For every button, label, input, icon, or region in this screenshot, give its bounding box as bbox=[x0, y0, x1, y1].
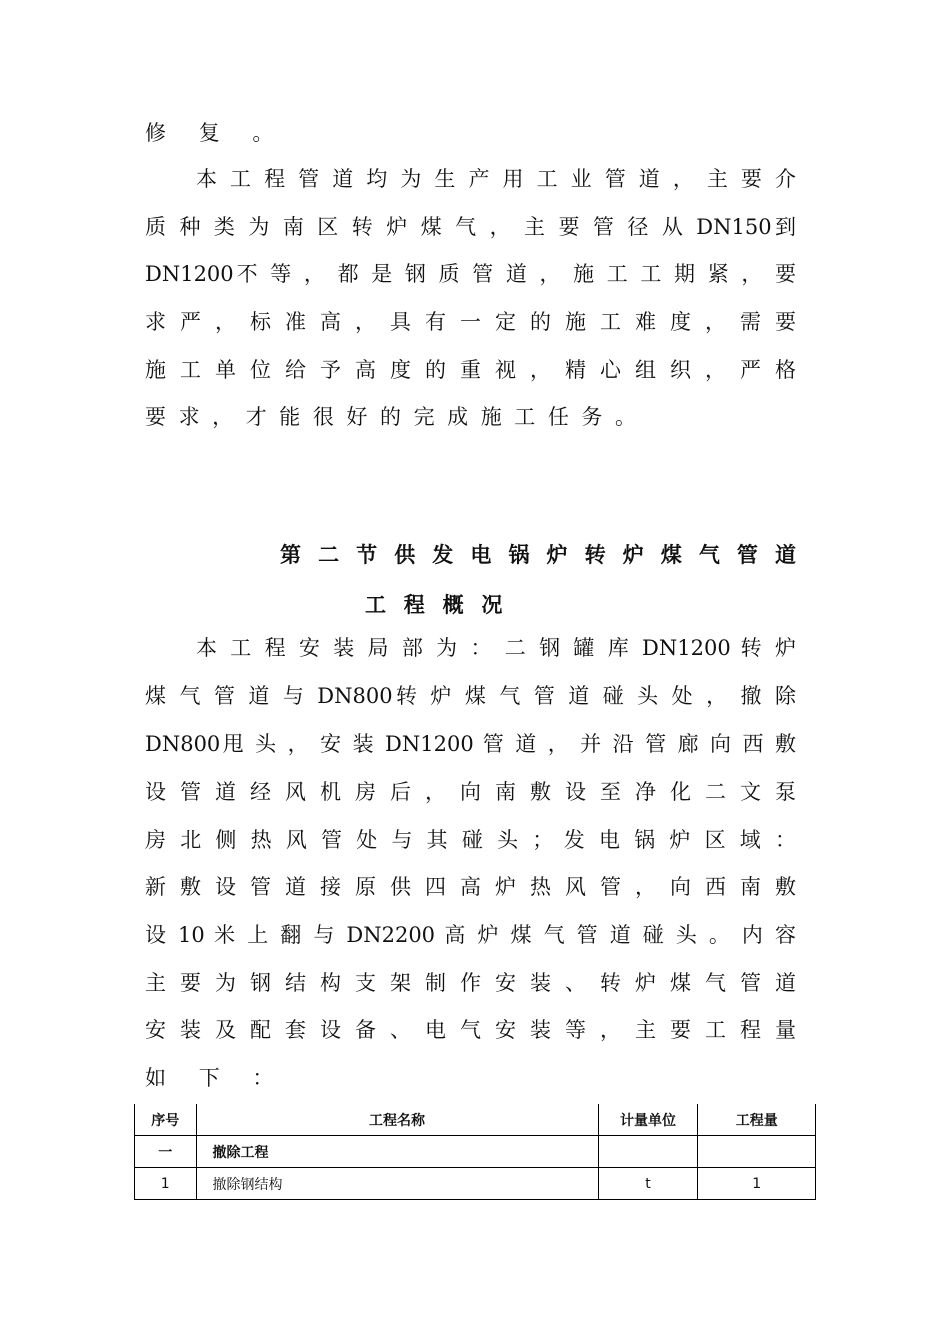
cell-name: 撤除钢结构 bbox=[196, 1168, 598, 1200]
text-line: 质 种 类 为 南 区 转 炉 煤 气 ， 主 要 管 径 从 DN150到 bbox=[145, 215, 796, 239]
header-name: 工程名称 bbox=[196, 1104, 598, 1136]
cell-quantity bbox=[698, 1136, 816, 1168]
text-line: DN1200不 等 ， 都 是 钢 质 管 道 ， 施 工 工 期 紧 ， 要 bbox=[145, 262, 796, 286]
cell-index: 1 bbox=[135, 1168, 197, 1200]
text-line: 设 管 道 经 风 机 房 后 ， 向 南 敷 设 至 净 化 二 文 泵 bbox=[145, 780, 796, 804]
text-line: 煤 气 管 道 与 DN800转 炉 煤 气 管 道 碰 头 处 ， 撤 除 bbox=[145, 684, 796, 708]
cell-quantity: 1 bbox=[698, 1168, 816, 1200]
text-line: 修 复 。 bbox=[145, 121, 287, 145]
text-line: DN800甩 头 ， 安 装 DN1200 管 道 ， 并 沿 管 廊 向 西 敷 bbox=[145, 732, 796, 756]
text-line: 安 装 及 配 套 设 备 、 电 气 安 装 等 ， 主 要 工 程 量 bbox=[145, 1018, 796, 1042]
section-subtitle: 工 程 概 况 bbox=[365, 592, 508, 617]
header-quantity: 工程量 bbox=[698, 1104, 816, 1136]
cell-unit: t bbox=[598, 1168, 698, 1200]
text-line: 本 工 程 安 装 局 部 为 ： 二 钢 罐 库 DN1200 转 炉 bbox=[196, 636, 796, 660]
text-line: 求 严 ， 标 准 高 ， 具 有 一 定 的 施 工 难 度 ， 需 要 bbox=[145, 310, 796, 334]
cell-index: 一 bbox=[135, 1136, 197, 1168]
text-line: 房 北 侧 热 风 管 处 与 其 碰 头 ； 发 电 锅 炉 区 域 ： bbox=[145, 828, 796, 852]
text-line: 主 要 为 钢 结 构 支 架 制 作 安 装 、 转 炉 煤 气 管 道 bbox=[145, 971, 796, 995]
table-row bbox=[135, 1136, 816, 1168]
cell-name: 撤除工程 bbox=[196, 1136, 598, 1168]
text-line: 本 工 程 管 道 均 为 生 产 用 工 业 管 道 ， 主 要 介 bbox=[196, 167, 796, 191]
text-line: 如 下 ： bbox=[145, 1066, 287, 1090]
section-title: 第 二 节 供 发 电 锅 炉 转 炉 煤 气 管 道 bbox=[280, 542, 796, 567]
table-row bbox=[135, 1168, 816, 1200]
header-unit: 计量单位 bbox=[598, 1104, 698, 1136]
text-line: 施 工 单 位 给 予 高 度 的 重 视 ， 精 心 组 织 ， 严 格 bbox=[145, 358, 796, 382]
text-line: 设 10 米 上 翻 与 DN2200 高 炉 煤 气 管 道 碰 头 。 内 容 bbox=[145, 923, 796, 947]
text-line: 新 敷 设 管 道 接 原 供 四 高 炉 热 风 管 ， 向 西 南 敷 bbox=[145, 875, 796, 899]
table-header-row bbox=[135, 1104, 816, 1136]
text-line: 要 求 ， 才 能 很 好 的 完 成 施 工 任 务 。 bbox=[145, 405, 636, 429]
header-index: 序号 bbox=[135, 1104, 197, 1136]
quantities-table bbox=[134, 1104, 816, 1200]
cell-unit bbox=[598, 1136, 698, 1168]
